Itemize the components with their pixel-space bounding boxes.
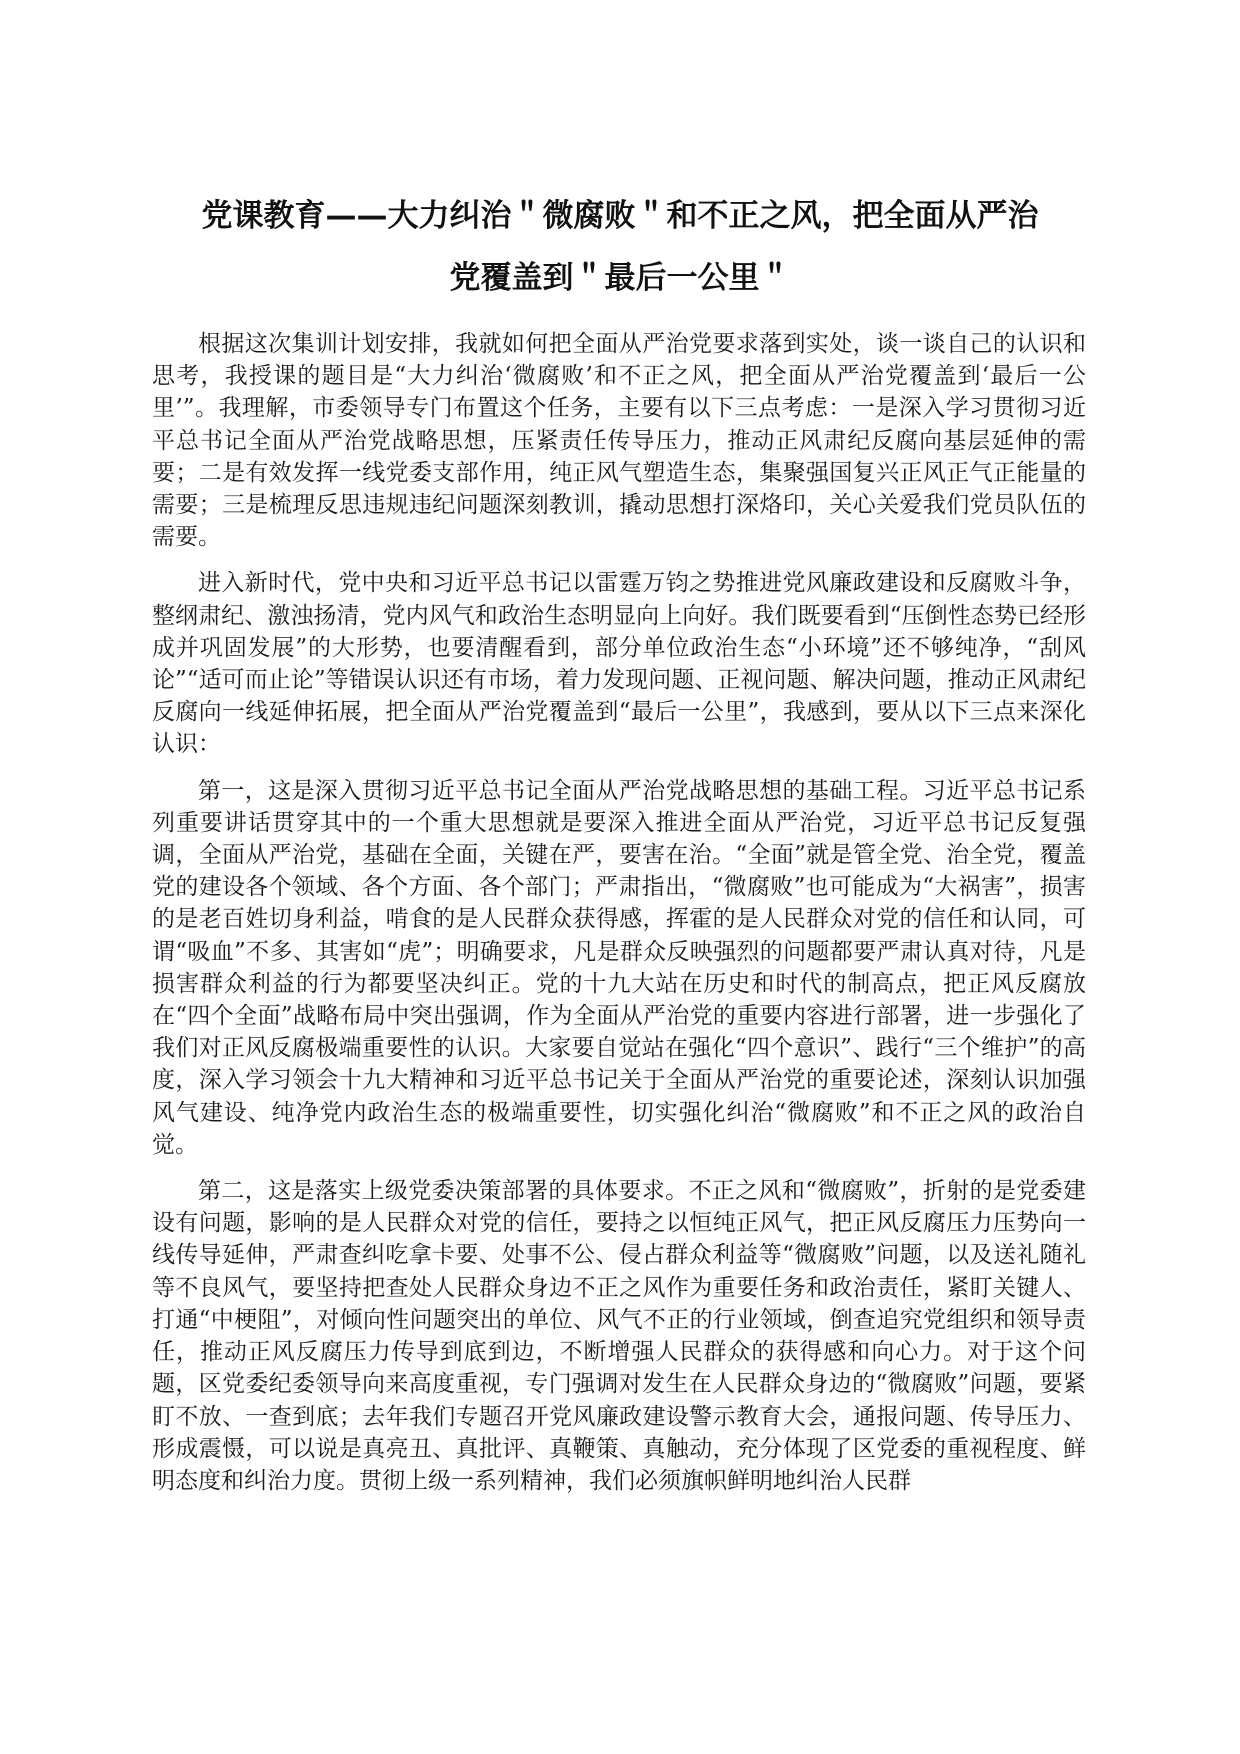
- document-title-line-2: 党覆盖到＂最后一公里＂: [449, 260, 791, 296]
- body-paragraph-2: 进入新时代，党中央和习近平总书记以雷霆万钧之势推进党风廉政建设和反腐败斗争，整纲肃纪、激浊扬清，党内风气和政治生态明显向上向好。我们既要看到“压倒性态势已经形成并巩固发展”的大形势，也要清醒看到，部分单位政治生态“小环境”还不够纯净，“刮风论”“适可而止论”等错误认识还有市场，着力发现问题、正视问题、解决问题，推动正风肃纪反腐向一线延伸拓展，把全面从严治党覆盖到“最后一公里”，我感到，要从以下三点来深化认识：: [152, 570, 1086, 758]
- body-paragraph-4: 第二，这是落实上级党委决策部署的具体要求。不正之风和“微腐败”，折射的是党委建设有问题，影响的是人民群众对党的信任，要持之以恒纯正风气，把正风反腐压力压势向一线传导延伸，严肃查纠吃拿卡要、处事不公、侵占群众利益等“微腐败”问题，以及送礼随礼等不良风气，要坚持把查处人民群众身边不正之风作为重要任务和政治责任，紧盯关键人、打通“中梗阻”，对倾向性问题突出的单位、风气不正的行业领域，倒查追究党组织和领导责任，推动正风反腐压力传导到底到边，不断增强人民群众的获得感和向心力。对于这个问题，区党委纪委领导向来高度重视，专门强调对发生在人民群众身边的“微腐败”问题，要紧盯不放、一查到底；去年我们专题召开党风廉政建设警示教育大会，通报问题、传导压力、形成震慑，可以说是真亮丑、真批评、真鞭策、真触动，充分体现了区党委的重视程度、鲜明态度和纠治力度。贯彻上级一系列精神，我们必须旗帜鲜明地纠治人民群: [152, 1178, 1086, 1494]
- body-paragraph-3: 第一，这是深入贯彻习近平总书记全面从严治党战略思想的基础工程。习近平总书记系列重要讲话贯穿其中的一个重大思想就是要深入推进全面从严治党，习近平总书记反复强调，全面从严治党，基础在全面，关键在严，要害在治。“全面”就是管全党、治全党，覆盖党的建设各个领域、各个方面、各个部门；严肃指出，“微腐败”也可能成为“大祸害”，损害的是老百姓切身利益，啃食的是人民群众获得感，挥霍的是人民群众对党的信任和认同，可谓“吸血”不多、其害如“虎”；明确要求，凡是群众反映强烈的问题都要严肃认真对待，凡是损害群众利益的行为都要坚决纠正。党的十九大站在历史和时代的制高点，把正风反腐放在“四个全面”战略布局中突出强调，作为全面从严治党的重要内容进行部署，进一步强化了我们对正风反腐极端重要性的认识。大家要自觉站在强化“四个意识”、践行“三个维护”的高度，深入学习领会十九大精神和习近平总书记关于全面从严治党的重要论述，深刻认识加强风气建设、纯净党内政治生态的极端重要性，切实强化纠治“微腐败”和不正之风的政治自觉。: [152, 777, 1086, 1158]
- document-title-line-1: 党课教育——大力纠治＂微腐败＂和不正之风，把全面从严治: [201, 198, 1039, 234]
- document-body: [152, 328, 1086, 1511]
- body-paragraph-1: 根据这次集训计划安排，我就如何把全面从严治党要求落到实处，谈一谈自己的认识和思考，我授课的题目是“大力纠治‘微腐败’和不正之风，把全面从严治党覆盖到‘最后一公里’”。我理解，市委领导专门布置这个任务，主要有以下三点考虑：一是深入学习贯彻习近平总书记全面从严治党战略思想，压紧责任传导压力，推动正风肃纪反腐向基层延伸的需要；二是有效发挥一线党委支部作用，纯正风气塑造生态，集聚强国复兴正风正气正能量的需要；三是梳理反思违规违纪问题深刻教训，撬动思想打深烙印，关心关爱我们党员队伍的需要。: [152, 331, 1086, 551]
